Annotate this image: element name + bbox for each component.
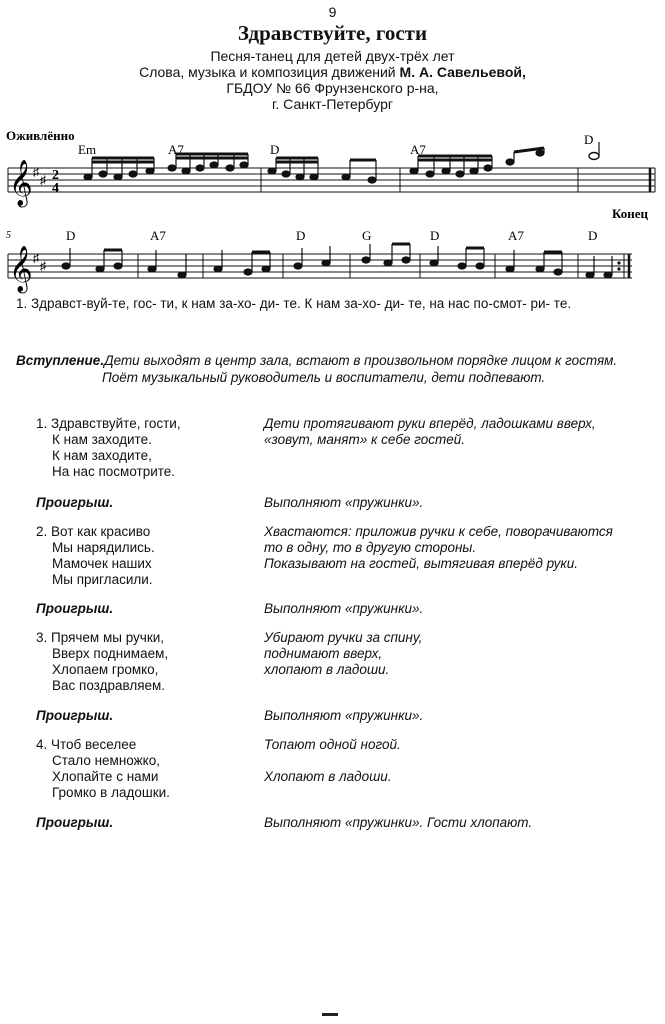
notes-staff-1 [84,142,599,183]
chord: A7 [508,228,524,243]
song-title: Здравствуйте, гости [237,21,428,45]
notes-staff-2 [62,244,612,278]
action-line: Убирают ручки за спину, [264,630,423,645]
chord: A7 [168,142,184,157]
interlude-label: Проигрыш. [36,601,114,616]
chord: D [588,228,598,243]
treble-clef-icon: 𝄞 [9,160,33,205]
verse-3-actions [264,630,422,678]
chords-line-2 [66,228,597,243]
action-line [264,753,401,769]
verse-line: 1. Здравствуйте, гости, [36,416,181,431]
action-line: «зовут, манят» к себе гостей. [264,432,466,447]
intro-text: Дети выходят в центр зала, встают в произвольном порядке лицом к гостям. [104,353,618,368]
repeat-dot [617,267,620,270]
verse-2-actions [264,524,613,572]
lyrics-line: 1. Здравст-вуй-те, гос- ти, к нам за-хо- ди- те. К нам за-хо- ди- те, на нас по-смот- ри- те. [16,296,572,311]
intro-label: Вступление. [16,353,105,368]
tempo-marking: Оживлённо [6,128,75,143]
verse-line: Мамочек наших [52,556,152,571]
action-line: Хлопают в ладоши. [264,769,392,784]
verse-line: Мы нарядились. [52,540,155,555]
interlude-label: Проигрыш. [36,708,114,723]
verse-4-actions [264,737,401,785]
verse-line: Громко в ладошки. [52,785,170,800]
subtitle-line-3: г. Санкт-Петербург [272,96,393,112]
interlude-label: Проигрыш. [36,495,114,510]
interlude-label: Проигрыш. [36,815,114,830]
action-line: Топают одной ногой. [264,737,401,752]
verse-line: На нас посмотрите. [52,464,176,479]
interlude-action: Выполняют «пружинки». [264,708,424,723]
repeat-dot [617,261,620,264]
verse-line: Вас поздравляем. [52,678,166,693]
verse-line: 4. Чтоб веселее [36,737,137,752]
action-line: Показывают на гостей, вытягивая вперёд руки. [264,556,579,571]
verse-line: Вверх поднимаем, [52,646,169,661]
subtitle-line-1: Песня-танец для детей двух-трёх лет [210,48,455,64]
verse-4 [36,737,170,801]
credits-prefix: Слова, музыка и композиция движений [139,64,396,80]
action-line: Дети протягивают руки вперёд, ладошками вверх, [264,416,596,431]
chord: D [66,228,76,243]
sharp-icon: ♯ [40,259,46,273]
action-line: Хвастаются: приложив ручки к себе, поворачиваются [264,524,613,539]
interlude-action: Выполняют «пружинки». Гости хлопают. [264,815,533,830]
verse-2 [36,524,155,588]
sharp-icon: ♯ [40,173,46,187]
verse-3 [36,630,168,694]
verse-line: 3. Прячем мы ручки, [36,630,165,645]
time-signature-top: 2 [52,168,59,183]
verse-line: Хлопаем громко, [52,662,159,677]
action-line: хлопают в ладоши. [264,662,390,677]
credits-line [0,64,665,80]
verse-line: Мы пригласили. [52,572,153,587]
chord: Em [78,142,97,157]
verse-line: Хлопайте с нами [52,769,159,784]
chord: A7 [410,142,426,157]
sharp-icon: ♯ [33,251,39,265]
measure-number: 5 [6,230,11,241]
treble-clef-icon: 𝄞 [9,246,33,291]
chord: D [270,142,280,157]
end-label: Конец [612,206,649,221]
chord: D [296,228,306,243]
intro-line-2: Поёт музыкальный руководитель и воспитатели, дети подпевают. [102,370,546,385]
time-signature-bottom: 4 [52,181,59,196]
subtitle-line-2: ГБДОУ № 66 Фрунзенского р-на, [226,80,439,96]
verse-line: Стало немножко, [52,753,160,768]
action-line: поднимают вверх, [264,646,383,661]
verse-1-actions [264,416,596,448]
intro-line-1 [16,353,617,368]
chords-line-1 [78,132,593,157]
verse-line: 2. Вот как красиво [36,524,151,539]
credits-author: М. А. Савельевой, [399,64,526,80]
verse-1 [36,416,181,480]
action-line: то в одну, то в другую стороны. [264,540,477,555]
interlude-action: Выполняют «пружинки». [264,495,424,510]
chord: D [430,228,440,243]
chord: A7 [150,228,166,243]
chord: G [362,228,372,243]
verse-line: К нам заходите. [52,432,152,447]
sheet-music [0,120,665,320]
bottom-mark [322,1013,338,1016]
chord: D [584,132,594,147]
verse-line: К нам заходите, [52,448,152,463]
sharp-icon: ♯ [33,165,39,179]
page-number: 9 [328,4,337,20]
interlude-action: Выполняют «пружинки». [264,601,424,616]
